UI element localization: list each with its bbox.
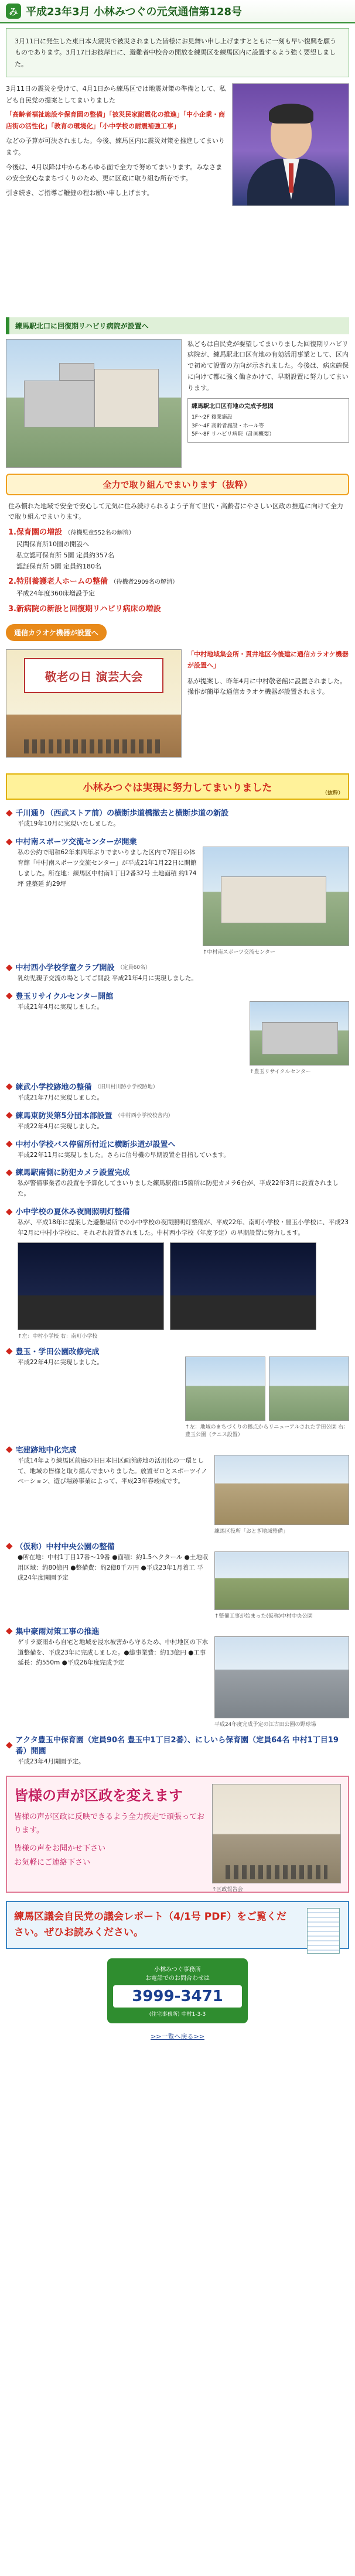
achievement-head bbox=[6, 1205, 349, 1217]
back-to-list-link[interactable]: >>一覧へ戻る>> bbox=[151, 2032, 204, 2040]
achievement-content bbox=[6, 1001, 349, 1075]
building-shape bbox=[262, 1022, 338, 1054]
message-p4: 引き続き、ご指導ご鞭撻の程お願い申し上げます。 bbox=[6, 189, 153, 197]
achievement-photo-wrap bbox=[203, 847, 349, 955]
achievement-body: 平成14年より練馬区前庭の旧日本旧区画所跡地の活用化の一環として、地域の皆様と取り組んでまいりました。放置ゼロとスポーツイノベーション、遊び場跡事業によって、平成23年春竣成です。 bbox=[18, 1457, 207, 1485]
effort-item-head bbox=[8, 526, 347, 539]
achievement-body: 平成21年7月に実現しました。 bbox=[18, 1094, 104, 1101]
achievement-body: ●所在地：中村1丁目17番〜19番 ●面積：約1.5ヘクタール ●土地収用区域：約80億円 ●整備費：約2億8千万円 ●平成23年1月着工 平成24年度開園予定 bbox=[18, 1553, 209, 1582]
building-shape bbox=[59, 363, 94, 381]
achievement-head bbox=[6, 1540, 349, 1551]
achievement-body: 平成19年10月に実現いたしました。 bbox=[18, 820, 120, 828]
contact-sub: お電話でのお問合わせは bbox=[145, 1975, 210, 1982]
achievement-item bbox=[6, 1734, 349, 1767]
achievement-item bbox=[6, 1205, 349, 1340]
photo-caption: ↑豊玉リサイクルセンター bbox=[250, 1068, 311, 1075]
achievement-item bbox=[6, 1166, 349, 1200]
effort-bar: 全力で取り組んでまいります（抜粋） bbox=[6, 474, 349, 495]
achievement-content bbox=[6, 1636, 349, 1728]
effort-item-title: 2.特別養護老人ホームの整備 bbox=[8, 577, 108, 587]
achievement-content bbox=[6, 1455, 349, 1534]
achievement-photo-wrap bbox=[214, 1551, 349, 1619]
night-light-photos bbox=[18, 1242, 349, 1330]
achievement-body: 私が、平成18年に提案した避難場所での小中学校の夜間照明灯整備が、平成22年、南町小学校・豊玉小学校に、平成23年2月に中村小学校に、それぞれ設置されました。中村西小学校（年度予定）の早期設置に努力します。 bbox=[18, 1219, 349, 1236]
achievement-item bbox=[6, 807, 349, 830]
hospital-text-block bbox=[187, 339, 349, 468]
bullet-icon: ◆ bbox=[6, 1444, 13, 1455]
achievement-item bbox=[6, 1444, 349, 1534]
report-cover-thumbnail[interactable] bbox=[307, 1908, 340, 1954]
achievement-head bbox=[6, 1138, 349, 1149]
plan-line: 3F〜4F 高齢者施設・ホール等 bbox=[192, 423, 264, 429]
achievement-title: 練馬東防災第5分団本部設置 bbox=[15, 1111, 112, 1121]
achievement-photo bbox=[214, 1636, 349, 1718]
bullet-icon: ◆ bbox=[6, 807, 13, 818]
karaoke-red: 「中村地域集会所・貫井地区今後建に通信カラオケ機器が設置へ」 bbox=[187, 650, 349, 669]
effort-item-sub: （待機児童552名の解消） bbox=[64, 530, 135, 537]
page-title: 平成23年3月 小林みつぐの元気通信第128号 bbox=[26, 6, 243, 18]
contact-card bbox=[107, 1958, 248, 2023]
achievement-title: 豊玉・学田公園改修完成 bbox=[15, 1347, 100, 1356]
achievement-banner-title: 小林みつぐは実現に努力してまいりました bbox=[83, 782, 272, 794]
achievement-head bbox=[6, 1444, 349, 1455]
achievement-title: アクタ豊玉中保育園（定員90名 豊玉中1丁目2番）、にしいら保育園（定員64名 中村1丁目19番）開園 bbox=[15, 1735, 339, 1756]
achievement-body: 平成22年11月に実現しました。さらに信号機の早期設置を目指しています。 bbox=[18, 1151, 230, 1159]
park-photo bbox=[269, 1356, 349, 1421]
logo: み bbox=[6, 4, 21, 19]
message-highlight: 「高齢者福祉施設や保育園の整備」「被災民家耐震化の推進」「中小企業・商店街の活性化」「教育の環境化」「小中学校の耐震補強工事」 bbox=[6, 111, 225, 131]
achievement-head bbox=[6, 1345, 349, 1356]
top-header bbox=[0, 0, 355, 23]
report-link[interactable]: 練馬区議会自民党の議会レポート（4/1号 PDF）をご覧ください。ぜひお読みください。 bbox=[14, 1910, 286, 1938]
achievement-head bbox=[6, 1081, 349, 1092]
effort-detail: 認証保育所 5園 定員約180名 bbox=[16, 562, 101, 570]
plan-title: 練馬駅北口区有地の完成予想図 bbox=[192, 403, 274, 410]
achievement-title: 小中学校の夏休み夜間照明灯整備 bbox=[15, 1208, 130, 1217]
achievement-title: 中村小学校バス停留所付近に横断歩道が設置へ bbox=[15, 1140, 176, 1149]
achievement-title: 集中豪雨対策工事の推進 bbox=[15, 1627, 100, 1636]
voice-line: お気軽にご連絡下さい bbox=[14, 1858, 91, 1867]
achievement-item bbox=[6, 835, 349, 955]
voice-title: 皆様の声が区政を変えます bbox=[14, 1787, 183, 1804]
bullet-icon: ◆ bbox=[6, 1081, 13, 1092]
achievement-head bbox=[6, 835, 349, 847]
bullet-icon: ◆ bbox=[6, 1625, 13, 1636]
effort-item-sub: （待機者2909名の解消） bbox=[110, 579, 178, 586]
achievement-photo bbox=[250, 1001, 349, 1066]
effort-detail: 平成24年度360床増設予定 bbox=[16, 590, 95, 598]
achievement-body: 平成22年4月に実現しました。 bbox=[18, 1122, 104, 1130]
message-text bbox=[6, 83, 226, 311]
bullet-icon: ◆ bbox=[6, 1109, 13, 1121]
achievement-head bbox=[6, 1734, 349, 1756]
voice-box bbox=[6, 1776, 349, 1893]
achievement-item bbox=[6, 1540, 349, 1619]
bullet-icon: ◆ bbox=[6, 1166, 13, 1177]
photo-caption: ↑左：中村小学校 右：南町小学校 bbox=[18, 1333, 98, 1340]
building-shape bbox=[221, 876, 326, 923]
photo-caption: ↑左：地域のまちづくりの拠点からリニューアルされた学田公園 右：豊玉公園（テニス設置） bbox=[185, 1424, 349, 1438]
plan-box bbox=[187, 398, 349, 443]
karaoke-photo bbox=[6, 649, 182, 758]
achievement-body: 平成23年4月開園予定。 bbox=[18, 1758, 85, 1765]
bullet-icon: ◆ bbox=[6, 1540, 13, 1551]
effort-detail: 民間保育所10園の開設へ bbox=[16, 540, 89, 549]
achievement-title: 練馬駅南側に防犯カメラ設置完成 bbox=[15, 1169, 130, 1178]
building-shape bbox=[24, 381, 94, 427]
achievement-item bbox=[6, 1109, 349, 1132]
night-photo-right bbox=[170, 1242, 316, 1330]
building-shape bbox=[94, 369, 159, 427]
stage-banner: 敬老の日 演芸大会 bbox=[24, 658, 163, 693]
voice-line: 皆様の声が区政に反映できるよう全力疾走で頑張っております。 bbox=[14, 1812, 205, 1835]
achievement-body: ゲリラ豪雨から自宅と地域を浸水被害から守るため、中村地区の下水道整備を、平成23年に完成しました。●総事業費：約13億円 ●工事延長：約550m ●平成26年度完成予定 bbox=[18, 1638, 209, 1667]
bullet-icon: ◆ bbox=[6, 1739, 13, 1750]
achievement-body: 平成22年4月に実現しました。 bbox=[18, 1358, 104, 1366]
achievement-head bbox=[6, 990, 349, 1001]
achievement-banner bbox=[6, 773, 349, 800]
achievement-item bbox=[6, 990, 349, 1075]
karaoke-text: 私が提案し、昨年4月に中村敬老館に設置されました。操作が簡単な通信カラオケ機器が設置されます。 bbox=[187, 677, 346, 696]
voice-photo-wrap bbox=[212, 1784, 341, 1893]
bullet-icon: ◆ bbox=[6, 961, 13, 972]
park-photos bbox=[185, 1356, 349, 1421]
achievement-title: 中村南スポーツ交流センターが開業 bbox=[15, 838, 137, 847]
achievement-photo bbox=[214, 1455, 349, 1525]
achievement-title: 練武小学校跡地の整備 bbox=[15, 1083, 92, 1092]
achievement-head bbox=[6, 1109, 349, 1121]
karaoke-text-block bbox=[187, 649, 349, 766]
bullet-icon: ◆ bbox=[6, 1138, 13, 1149]
photo-caption: 練馬区役所「おとぎ地域整備」 bbox=[214, 1528, 289, 1534]
phone-number[interactable]: 3999-3471 bbox=[113, 1985, 242, 2008]
message-section bbox=[6, 83, 349, 311]
message-p2: などの予算が可決されました。今後、練馬区内に震災対策を推進してまいります。 bbox=[6, 136, 225, 156]
effort-item-title: 1.保育園の増設 bbox=[8, 528, 62, 537]
bullet-icon: ◆ bbox=[6, 1345, 13, 1356]
effort-list bbox=[8, 501, 347, 616]
effort-detail: 私立認可保育所 5園 定員約357名 bbox=[16, 551, 114, 559]
plan-line: 5F〜8F リハビリ病院（計画概要） bbox=[192, 431, 275, 437]
achievement-photo-wrap bbox=[250, 1001, 349, 1075]
karaoke-pill: 通信カラオケ機器が設置へ bbox=[6, 624, 107, 641]
achievement-head bbox=[6, 1625, 349, 1636]
night-photo-left bbox=[18, 1242, 164, 1330]
hospital-rendering-image bbox=[6, 339, 182, 468]
achievement-content bbox=[6, 1356, 349, 1438]
hospital-section-title: 練馬駅北口に回復期リハビリ病院が設置へ bbox=[6, 317, 349, 334]
photo-caption: 平成24年度完成予定の江古田公園の野球場 bbox=[214, 1721, 316, 1728]
bullet-icon: ◆ bbox=[6, 1205, 13, 1217]
effort-item-head bbox=[8, 603, 347, 616]
effort-item-title: 3.新病院の新設と回復期リハビリ病床の増設 bbox=[8, 605, 161, 614]
achievement-photo-wrap bbox=[214, 1636, 349, 1728]
achievement-photo bbox=[214, 1551, 349, 1610]
achievement-item bbox=[6, 1081, 349, 1104]
achievement-item bbox=[6, 961, 349, 984]
achievement-content bbox=[6, 847, 349, 955]
achievement-photo-wrap bbox=[185, 1356, 349, 1438]
bullet-icon: ◆ bbox=[6, 990, 13, 1001]
achievement-body: 乳幼児親子交流の場としてご開設 平成21年4月に実現しました。 bbox=[18, 975, 197, 982]
achievement-photo-wrap bbox=[214, 1455, 349, 1534]
audience-shape bbox=[226, 1865, 327, 1879]
achievement-head bbox=[6, 961, 349, 972]
effort-item-head bbox=[8, 576, 347, 588]
achievement-sub: （旧川村川跡小学校跡地） bbox=[94, 1084, 158, 1090]
achievement-content bbox=[6, 1551, 349, 1619]
portrait-hair bbox=[269, 104, 313, 124]
voice-text-block bbox=[14, 1784, 206, 1885]
achievement-title: 千川通り（西武ストア前）の横断歩道橋撤去と横断歩道の新設 bbox=[15, 809, 229, 818]
achievement-title: 中村西小学校学童クラブ開設 bbox=[15, 964, 115, 972]
park-photo bbox=[185, 1356, 265, 1421]
karaoke-section bbox=[6, 649, 349, 766]
portrait-photo bbox=[232, 83, 349, 206]
achievement-title: 宅建跡地中化完成 bbox=[15, 1445, 77, 1455]
achievement-body: 私の公約で昭和62年来四年ぶりでまいりました区内で7館目の体育館「中村南スポーツ交流センター」が平成21年1月22日に開館しました。所在地：練馬区中村南1丁目2番32号 土地面積 約174坪 建築延 約29坪 bbox=[18, 849, 197, 888]
photo-caption: ↑中村南スポーツ交流センター bbox=[203, 950, 275, 955]
report-box[interactable] bbox=[6, 1901, 349, 1949]
achievement-sub: （中村西小学校校舎内） bbox=[115, 1112, 173, 1119]
achievement-item bbox=[6, 1138, 349, 1161]
achievement-title: （仮称）中村中央公園の整備 bbox=[15, 1542, 115, 1551]
audience-shape bbox=[24, 739, 163, 753]
message-p1: 3月11日の震災を受けて、4月1日から練馬区では地震対策の準備として、私ども自民党の提案としてまいりました bbox=[6, 84, 226, 104]
voice-line: 皆様の声をお聞かせ下さい bbox=[14, 1844, 106, 1854]
lead-text: 3月11日に発生した東日本大震災で被災されました皆様にお見舞い申し上げますとともに一刻も早い復興を願うものであります。3月17日お彼岸日に、避難者中校舎の開放を練馬区を練馬区内に設置するよう強く要望しました。 bbox=[6, 28, 349, 77]
hospital-section bbox=[6, 339, 349, 468]
achievement-head bbox=[6, 807, 349, 818]
voice-photo bbox=[212, 1784, 341, 1883]
message-p3: 今後は、4月以降は中からあらゆる面で全力で努めてまいります。みなさまの安全安心なまちづくりのため、更に区政に取り組む所存です。 bbox=[6, 163, 223, 183]
achievement-banner-tag: （抜粋） bbox=[322, 790, 343, 797]
contact-label: 小林みつぐ事務所 bbox=[154, 1966, 201, 1973]
achievement-item bbox=[6, 1625, 349, 1728]
photo-caption: ↑区政報告会 bbox=[212, 1886, 243, 1893]
achievement-photo bbox=[203, 847, 349, 946]
photo-caption: ↑整備工事が始まった(仮称)中村中央公園 bbox=[214, 1613, 313, 1619]
hospital-text: 私どもは自民党が要望してまいりました回復期リハビリ病院が、練馬駅北口区有地の有効活用事業として、区内で初めて設置の方向が示されました。今後は、病床確保に向けて都に強く働きかけて、早期設置に努力してまいります。 bbox=[187, 340, 349, 392]
plan-line: 1F〜2F 複業施設 bbox=[192, 415, 233, 421]
bullet-icon: ◆ bbox=[6, 835, 13, 847]
contact-address: (住宅事務所) 中村1-3-3 bbox=[149, 2011, 206, 2017]
effort-intro: 住み慣れた地域で安全で安心して元気に住み続けられるよう子育て世代・高齢者にやさしい区政の推進に向けて全力で取り組んでまいります。 bbox=[8, 502, 343, 521]
achievement-body: 私が警備事業者の設置を予算化してまいりました練馬駅南口5箇所に防犯カメラ6台が、平成22年3月に設置されました。 bbox=[18, 1180, 339, 1198]
achievement-sub: （定員60名） bbox=[117, 965, 151, 971]
achievement-head bbox=[6, 1166, 349, 1177]
achievement-title: 豊玉リサイクルセンター開館 bbox=[15, 992, 114, 1001]
portrait-tie bbox=[289, 163, 293, 193]
achievement-item bbox=[6, 1345, 349, 1438]
achievement-body: 平成21年4月に実現しました。 bbox=[18, 1003, 104, 1010]
